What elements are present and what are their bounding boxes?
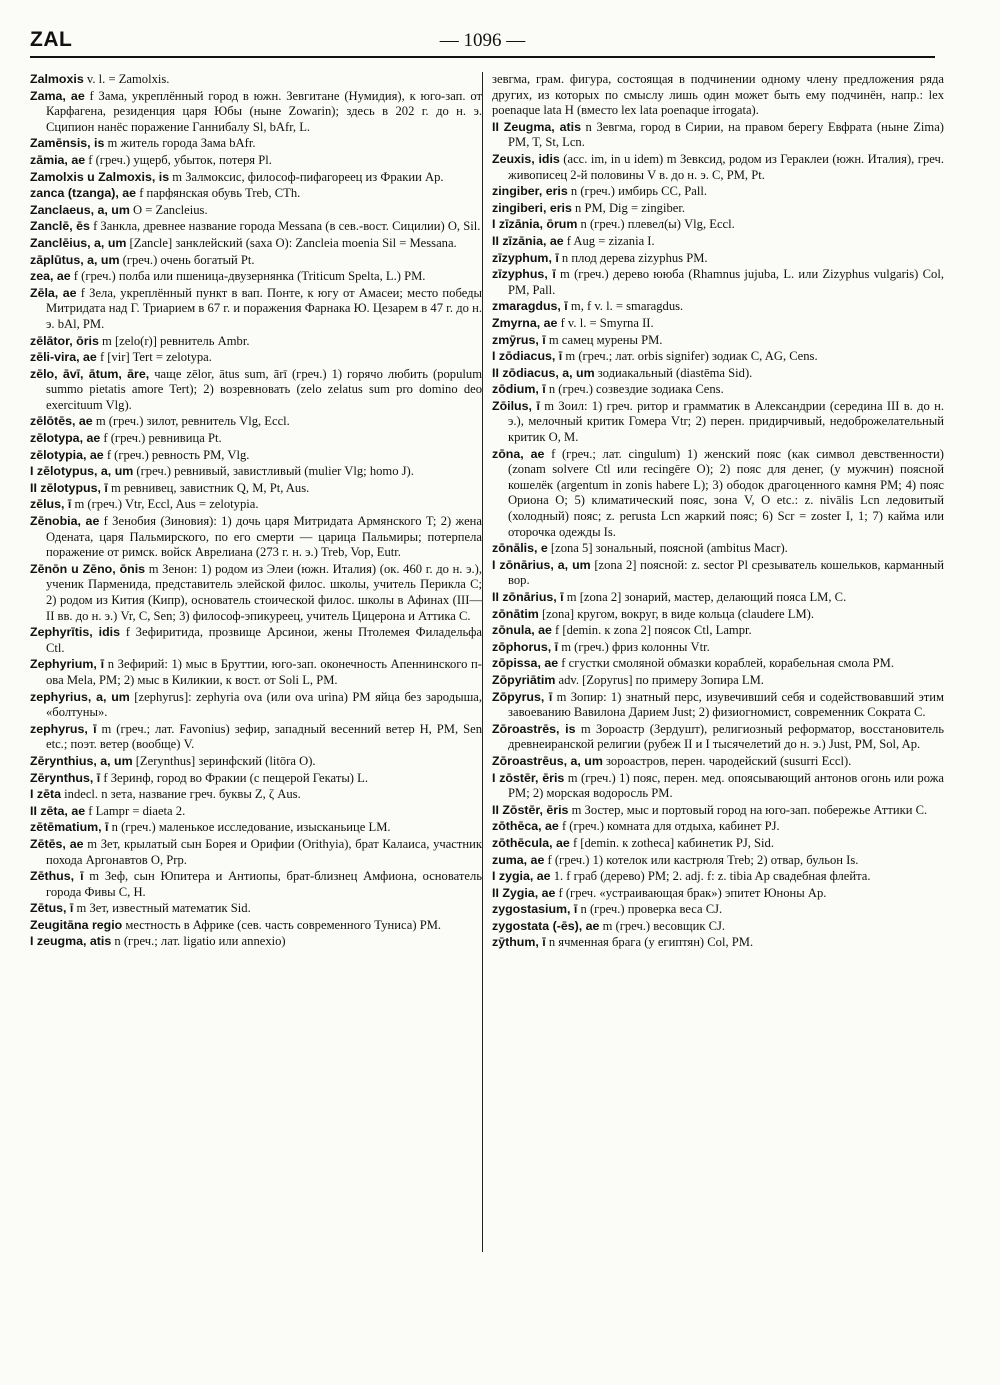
dictionary-entry xyxy=(492,541,944,557)
dictionary-entry xyxy=(492,299,944,315)
dictionary-entry xyxy=(30,497,482,513)
entry-headword: zēlātor, ōris xyxy=(30,333,99,348)
entry-definition: m Зороастр (Зердушт), религиозный реформатор, восстановитель древнеиранской религии (рубеж II и I тысячелетий до н. э.) Just, PM, Sol, Ap. xyxy=(508,721,944,752)
dictionary-entry xyxy=(492,382,944,398)
entry-definition: (греч.) ревнивый, завистливый (mulier Vlg; homo J). xyxy=(133,464,414,479)
dictionary-entry xyxy=(492,722,944,753)
entry-definition: зевгма, грам. фигура, состоящая в подчинении одному члену предложения ряда других, из которых по смыслу лишь один может быть ему подчинён, напр.: lex poenaque lata H (вместо lex lata poenaque irrogata). xyxy=(492,72,944,118)
entry-headword: Zētus, ī xyxy=(30,901,74,916)
entry-headword: Zōroastrēus, a, um xyxy=(492,753,603,768)
entry-definition: f (греч. «устраивающая брак») эпитет Юноны Ap. xyxy=(555,885,827,900)
entry-definition: f Зела, укреплённый пункт в вап. Понте, к югу от Амасеи; место победы Митридата над Г. Триарием в 67 г. и поражения Фарнака Ю. Цезарем в 47 г. до н. э. bAl, PM. xyxy=(46,285,482,331)
dictionary-entry xyxy=(30,934,482,950)
dictionary-entry xyxy=(30,657,482,688)
dictionary-entry xyxy=(30,754,482,770)
dictionary-entry xyxy=(30,253,482,269)
entry-definition: зодиакальный (diastēma Sid). xyxy=(594,365,753,380)
dictionary-entry xyxy=(30,414,482,430)
dictionary-entry xyxy=(492,333,944,349)
entry-definition: m (греч.) зилот, ревнитель Vlg, Eccl. xyxy=(92,414,290,429)
dictionary-entry xyxy=(492,201,944,217)
dictionary-entry xyxy=(30,367,482,414)
dictionary-entry xyxy=(492,184,944,200)
entry-headword: II Zygia, ae xyxy=(492,885,556,900)
entry-headword: zēlo, āvī, ātum, āre, xyxy=(30,366,150,381)
entry-headword: II Zeugma, atis xyxy=(492,119,581,134)
entry-headword: I zīzānia, ōrum xyxy=(492,217,578,232)
entry-headword: Zeugitāna regio xyxy=(30,917,123,932)
entry-headword: zōthēcula, ae xyxy=(492,835,570,850)
entry-headword: zmaragdus, ī xyxy=(492,299,568,314)
entry-definition: n плод дерева zizyphus PM. xyxy=(558,250,708,265)
dictionary-entry xyxy=(492,217,944,233)
entry-definition: [Zancle] занклейский (saxa O): Zancleia moenia Sil = Messana. xyxy=(126,235,457,250)
entry-headword: Zēthus, ī xyxy=(30,869,84,884)
dictionary-entry xyxy=(30,219,482,235)
entry-headword: Zēla, ae xyxy=(30,285,77,300)
entry-headword: I zēta xyxy=(30,787,61,802)
dictionary-entry xyxy=(30,170,482,186)
entry-definition: m (греч.; лат. Favonius) зефир, западный весенний ветер H, PM, Sen etc.; поэт. ветер (вообще) V. xyxy=(46,721,482,752)
dictionary-entry xyxy=(492,267,944,298)
entry-definition: m ревнивец, завистник Q, M, Pt, Aus. xyxy=(107,480,310,495)
entry-headword: II zēlotypus, ī xyxy=(30,480,108,495)
entry-headword: zōdium, ī xyxy=(492,382,546,397)
entry-definition: m житель города Зама bAfr. xyxy=(104,136,256,151)
entry-headword: Zephyrium, ī xyxy=(30,657,105,672)
dictionary-entry xyxy=(30,771,482,787)
dictionary-entry xyxy=(492,234,944,250)
entry-definition: m (греч.) весовщик CJ. xyxy=(599,918,726,933)
dictionary-entry xyxy=(492,251,944,267)
entry-headword: II Zōstēr, ēris xyxy=(492,802,569,817)
dictionary-entry xyxy=(492,640,944,656)
entry-definition: f Aug = zizania I. xyxy=(563,233,655,248)
entry-headword: I zōdiacus, ī xyxy=(492,349,563,364)
entry-headword: Zmyrna, ae xyxy=(492,315,558,330)
dictionary-entry xyxy=(30,269,482,285)
entry-definition: m (греч.) 1) пояс, перен. мед. опоясывающий антонов огонь или рожа PM; 2) морская водоросль PM. xyxy=(508,770,944,801)
entry-headword: Zōilus, ī xyxy=(492,398,540,413)
entry-definition: f (греч.) ревность PM, Vlg. xyxy=(103,447,250,462)
dictionary-entry xyxy=(492,558,944,589)
dictionary-entry xyxy=(492,349,944,365)
entry-headword: zīzyphus, ī xyxy=(492,267,556,282)
dictionary-entry xyxy=(492,590,944,606)
entry-definition: m [zelo(r)] ревнитель Ambr. xyxy=(98,333,250,348)
dictionary-entry xyxy=(492,754,944,770)
dictionary-entry xyxy=(30,918,482,934)
entry-headword: zmȳrus, ī xyxy=(492,332,546,347)
entry-headword: zōthēca, ae xyxy=(492,819,559,834)
entry-definition: n ячменная брага (у египтян) Col, PM. xyxy=(545,935,754,950)
dictionary-entry xyxy=(30,334,482,350)
entry-definition: n Зефирий: 1) мыс в Бруттии, юго-зап. оконечность Апеннинского п-ова Mela, PM; 2) мыс в Киликии, к вост. от Soli L, PM. xyxy=(46,657,482,687)
entry-definition: n (греч.) проверка веса CJ. xyxy=(577,902,723,917)
entry-headword: zōnātim xyxy=(492,606,539,621)
entry-definition: f (греч.) ущерб, убыток, потеря Pl. xyxy=(85,152,272,167)
entry-definition: n (греч.) маленькое исследование, изысканьице LM. xyxy=(108,820,391,835)
entry-headword: zea, ae xyxy=(30,269,71,284)
entry-definition: m самец мурены PM. xyxy=(545,332,663,347)
entry-headword: Zōpyrus, ī xyxy=(492,689,553,704)
dictionary-entry xyxy=(30,153,482,169)
entry-headword: zōnālis, e xyxy=(492,541,548,556)
dictionary-entry xyxy=(30,562,482,624)
entry-headword: zephyrius, a, um xyxy=(30,689,130,704)
entry-headword: Zanclē, ēs xyxy=(30,219,90,234)
entry-headword: Zōroastrēs, is xyxy=(492,721,576,736)
entry-headword: Zanclēius, a, um xyxy=(30,235,127,250)
entry-headword: Zeuxis, idis xyxy=(492,151,560,166)
dictionary-entry xyxy=(30,72,482,88)
entry-definition: f (греч.) 1) котелок или кастрюля Treb; 2) отвар, бульон Is. xyxy=(544,852,859,867)
entry-definition: m (греч.; лат. orbis signifer) зодиак C, AG, Cens. xyxy=(562,349,818,364)
dictionary-entry xyxy=(492,853,944,869)
entry-definition: indecl. n зета, название греч. буквы Z, ζ Aus. xyxy=(61,787,301,802)
entry-definition: O = Zancleius. xyxy=(129,202,208,217)
dictionary-entry xyxy=(30,136,482,152)
entry-headword: II zīzānia, ae xyxy=(492,233,564,248)
entry-headword: zygostasium, ī xyxy=(492,902,578,917)
dictionary-entry xyxy=(492,673,944,689)
entry-headword: Zōpyriātim xyxy=(492,672,556,687)
entry-headword: zuma, ae xyxy=(492,852,545,867)
entry-headword: Zephyrītis, idis xyxy=(30,625,121,640)
dictionary-entry xyxy=(492,935,944,951)
dictionary-entry xyxy=(30,690,482,721)
entry-definition: f (греч.) комната для отдыха, кабинет PJ. xyxy=(558,819,780,834)
dictionary-entry xyxy=(30,431,482,447)
entry-definition: f Lampr = diaeta 2. xyxy=(85,803,186,818)
dictionary-entry xyxy=(30,350,482,366)
entry-definition: [zona 5] зональный, поясной (ambitus Macr). xyxy=(547,541,788,556)
dictionary-entry xyxy=(30,514,482,561)
entry-definition: f (греч.; лат. cingulum) 1) женский пояс (как символ девственности) (zonam solvere Ctl или recingēre O); 2) пояс для денег, (у мужчин) поясной кошелёк (argentum in zonis habere L); 3) ободок драгоценного камня PM; 4) пояс Ориона O; 5) климатический пояс, зона V, O etc.: z. nivālis Lcn ледовитый (холодный) пояс; z. perusta Lcn жаркий пояс; 6) Scr = zoster I, 1; 7) кайма или оторочка одежды Is. xyxy=(508,446,944,539)
column-divider xyxy=(482,72,483,1252)
entry-headword: zāmia, ae xyxy=(30,152,86,167)
entry-definition: f Зама, укреплённый город в южн. Зевгитане (Нумидия), к юго-зап. от Карфагена, резиденция царя Юбы (ныне Zowarin); здесь в 202 г. до н. э. Сципион нанёс поражение Ганнибалу Sl, bAfr, L. xyxy=(46,88,482,134)
dictionary-entry xyxy=(492,771,944,802)
entry-headword: zēlōtēs, ae xyxy=(30,414,93,429)
entry-definition: f (греч.) ревнивица Pt. xyxy=(100,431,222,446)
left-column xyxy=(30,72,482,1272)
dictionary-entry xyxy=(492,152,944,183)
entry-headword: Zētēs, ae xyxy=(30,836,84,851)
dictionary-entry xyxy=(30,625,482,656)
entry-definition: m [zona 2] зонарий, мастер, делающий пояса LM, C. xyxy=(563,590,847,604)
dictionary-entry xyxy=(30,464,482,480)
dictionary-entry xyxy=(30,804,482,820)
dictionary-entry xyxy=(492,803,944,819)
entry-definition: f Зеринф, город во Фракии (с пещерой Гекаты) L. xyxy=(100,770,368,785)
entry-headword: Zamēnsis, is xyxy=(30,136,105,151)
entry-headword: I zēlotypus, a, um xyxy=(30,464,134,479)
entry-definition: (acc. im, in u idem) m Зевксид, родом из Гераклеи (южн. Италия), греч. живописец 2-й половины V в. до н. э. C, PM, Pt. xyxy=(508,151,944,182)
entry-definition: m Зет, крылатый сын Борея и Орифии (Orithyia), брат Калаиса, участник похода Аргонавтов O, Prp. xyxy=(46,836,482,867)
entry-headword: zētēmatium, ī xyxy=(30,820,109,835)
entry-definition: f [demin. к zona 2] поясок Ctl, Lampr. xyxy=(551,623,752,638)
entry-definition: зороастров, перен. чародейский (susurri Eccl). xyxy=(602,753,852,768)
entry-headword: II zōdiacus, a, um xyxy=(492,365,595,380)
entry-definition: m Зет, известный математик Sid. xyxy=(73,901,251,916)
entry-headword: zingiber, eris xyxy=(492,184,568,199)
entry-headword: zīzyphum, ī xyxy=(492,250,559,265)
dictionary-entry xyxy=(492,607,944,623)
entry-definition: чаще zēlor, ātus sum, ārī (греч.) 1) горячо любить (populum summo pietatis amore Tert); 2) возревновать (zelo zelatus sum pro domino deo exercituum Vlg). xyxy=(46,366,482,412)
entry-definition: m Залмоксис, философ-пифагореец из Фракии Ap. xyxy=(169,169,444,184)
entry-headword: zāplūtus, a, um xyxy=(30,252,120,267)
entry-definition: f [vir] Tert = zelotypa. xyxy=(96,350,212,365)
entry-definition: m Зоил: 1) греч. ритор и грамматик в Александрии (середина III в. до н. э.), мелочный критик Гомера Vtr; 2) перен. придирчивый, недоброжелательный критик O, M. xyxy=(508,398,944,445)
entry-definition: [Zerynthus] зеринфский (litōra O). xyxy=(132,753,316,768)
entry-definition: m (греч.) дерево ююба (Rhamnus jujuba, L. или Zizyphus vulgaris) Col, PM, Pall. xyxy=(508,267,944,297)
dictionary-entry xyxy=(30,722,482,753)
entry-definition: [zona 2] поясной: z. sector Pl срезыватель кошельков, карманный вор. xyxy=(508,557,944,588)
dictionary-entry xyxy=(30,787,482,803)
dictionary-entry xyxy=(492,886,944,902)
dictionary-entry xyxy=(30,837,482,868)
entry-definition: [zona] кругом, вокруг, в виде кольца (claudere LM). xyxy=(538,606,814,621)
entry-headword: I zygia, ae xyxy=(492,869,551,884)
entry-definition: m, f v. l. = smaragdus. xyxy=(567,299,684,314)
dictionary-entry xyxy=(492,819,944,835)
entry-definition: f Занкла, древнее название города Messana (в сев.-вост. Сицилии) O, Sil. xyxy=(89,219,481,234)
dictionary-entry xyxy=(492,836,944,852)
entry-headword: Zamolxis u Zalmoxis, is xyxy=(30,169,170,184)
dictionary-entry xyxy=(492,656,944,672)
dictionary-entry xyxy=(492,902,944,918)
dictionary-entry xyxy=(30,236,482,252)
entry-headword: zȳthum, ī xyxy=(492,935,546,950)
entry-definition: n PM, Dig = zingiber. xyxy=(571,200,685,215)
entry-definition: m (греч.) Vtr, Eccl, Aus = zelotypia. xyxy=(71,497,259,512)
page-number: — 1096 — xyxy=(439,30,526,51)
entry-definition: n (греч.) имбирь CC, Pall. xyxy=(567,184,707,199)
right-column xyxy=(492,72,944,1272)
entry-definition: [zephyrus]: zephyria ova (или ova urina) PM яйца без зародыша, «болтуны». xyxy=(46,689,482,720)
entry-definition: f (греч.) полба или пшеница-двузернянка (Triticum Spelta, L.) PM. xyxy=(70,269,426,284)
entry-headword: I zeugma, atis xyxy=(30,934,112,949)
entry-headword: Zanclaeus, a, um xyxy=(30,202,130,217)
dictionary-entry xyxy=(492,399,944,446)
dictionary-entry xyxy=(492,869,944,885)
entry-definition: m (греч.) фриз колонны Vtr. xyxy=(558,639,710,654)
running-head: ZAL xyxy=(30,28,73,51)
entry-headword: zygostata (-ēs), ae xyxy=(492,918,600,933)
entry-headword: zēlus, ī xyxy=(30,497,72,512)
entry-headword: zēli-vira, ae xyxy=(30,350,97,365)
dictionary-entry xyxy=(30,901,482,917)
entry-headword: II zōnārius, ī xyxy=(492,590,564,604)
entry-headword: Zēnōn u Zēno, ōnis xyxy=(30,561,146,576)
entry-headword: zōna, ae xyxy=(492,446,545,461)
page-header xyxy=(30,28,935,58)
entry-definition: 1. f граб (дерево) PM; 2. adj. f: z. tibia Ap свадебная флейта. xyxy=(550,869,871,884)
entry-headword: zingiberi, eris xyxy=(492,200,572,215)
entry-headword: zephyrus, ī xyxy=(30,721,97,736)
entry-headword: Zērynthus, ī xyxy=(30,770,101,785)
entry-definition: n (греч.) созвездие зодиака Cens. xyxy=(545,382,724,397)
entry-definition: (греч.) очень богатый Pt. xyxy=(119,252,255,267)
entry-definition: n (греч.) плевел(ы) Vlg, Eccl. xyxy=(577,217,735,232)
dictionary-entry xyxy=(30,448,482,464)
entry-headword: Zalmoxis xyxy=(30,72,84,86)
entry-definition: f Зенобия (Зиновия): 1) дочь царя Митридата Армянского T; 2) жена Одената, царя Пальмирского, по его смерти — царица Пальмиры; потерпела поражение от римск. войск Аврелиана (273 г. н. э.) Treb, Vop, Eutr. xyxy=(46,514,482,560)
dictionary-entry xyxy=(492,120,944,151)
entry-definition: f Зефиритида, прозвище Арсинои, жены Птолемея Филадельфа Ctl. xyxy=(46,625,482,655)
entry-headword: Zērynthius, a, um xyxy=(30,753,133,768)
dictionary-entry xyxy=(30,203,482,219)
entry-headword: zēlotypa, ae xyxy=(30,431,101,446)
entry-definition: m Зопир: 1) знатный перс, изувечивший себя и содействовавший этим завоеванию Вавилона Дарием Just; 2) физиогномист, современник Сократа C. xyxy=(508,689,944,720)
dictionary-entry xyxy=(492,623,944,639)
entry-headword: zōnula, ae xyxy=(492,623,552,638)
entry-headword: Zama, ae xyxy=(30,88,85,103)
entry-headword: zēlotypia, ae xyxy=(30,447,104,462)
entry-definition: f сгустки смоляной обмазки кораблей, корабельная смола PM. xyxy=(558,656,895,671)
dictionary-entry xyxy=(492,690,944,721)
dictionary-entry xyxy=(492,447,944,541)
dictionary-entry xyxy=(492,316,944,332)
entry-definition: v. l. = Zamolxis. xyxy=(83,72,170,86)
dictionary-entry xyxy=(30,481,482,497)
entry-definition: f [demin. к zotheca] кабинетик PJ, Sid. xyxy=(569,835,774,850)
entry-headword: II zēta, ae xyxy=(30,803,86,818)
entry-definition: местность в Африке (сев. часть современного Туниса) PM. xyxy=(122,917,442,932)
dictionary-entry xyxy=(30,186,482,202)
entry-definition: m Зенон: 1) родом из Элеи (южн. Италия) (ок. 460 г. до н. э.), ученик Парменида, представитель элейской филос. школы, учитель Перикла C; 2) родом из Кития (Кипр), основатель стоической филос. школы в Афинах (III—II вв. до н. э.) Vr, C, Sen; 3) философ-эпикуреец, учитель Цицерона и Аттика C. xyxy=(46,561,482,623)
dictionary-entry xyxy=(30,89,482,136)
dictionary-entry xyxy=(492,919,944,935)
entry-definition: m Зостер, мыс и портовый город на юго-зап. побережье Аттики C. xyxy=(568,802,928,817)
entry-definition: f парфянская обувь Treb, CTh. xyxy=(136,186,301,201)
entry-headword: zōphorus, ī xyxy=(492,639,559,654)
entry-headword: Zēnobia, ae xyxy=(30,514,100,529)
entry-definition: n Зевгма, город в Сирии, на правом берегу Евфрата (ныне Zima) PM, T, St, Lcn. xyxy=(508,119,944,150)
entry-headword: I zōstēr, ēris xyxy=(492,770,565,785)
entry-headword: zanca (tzanga), ae xyxy=(30,186,137,201)
entry-definition: f v. l. = Smyrna II. xyxy=(557,315,654,330)
entry-headword: zōpissa, ae xyxy=(492,656,559,671)
dictionary-entry xyxy=(492,366,944,382)
dictionary-entry xyxy=(492,72,944,119)
entry-definition: adv. [Zopyrus] по примеру Зопира LM. xyxy=(555,672,764,687)
entry-headword: I zōnārius, a, um xyxy=(492,557,591,572)
entry-definition: n (греч.; лат. ligatio или annexio) xyxy=(111,934,286,949)
entry-definition: m Зеф, сын Юпитера и Антиопы, брат-близнец Амфиона, основатель города Фивы C, H. xyxy=(46,869,482,899)
dictionary-entry xyxy=(30,286,482,333)
dictionary-entry xyxy=(30,820,482,836)
dictionary-entry xyxy=(30,869,482,900)
